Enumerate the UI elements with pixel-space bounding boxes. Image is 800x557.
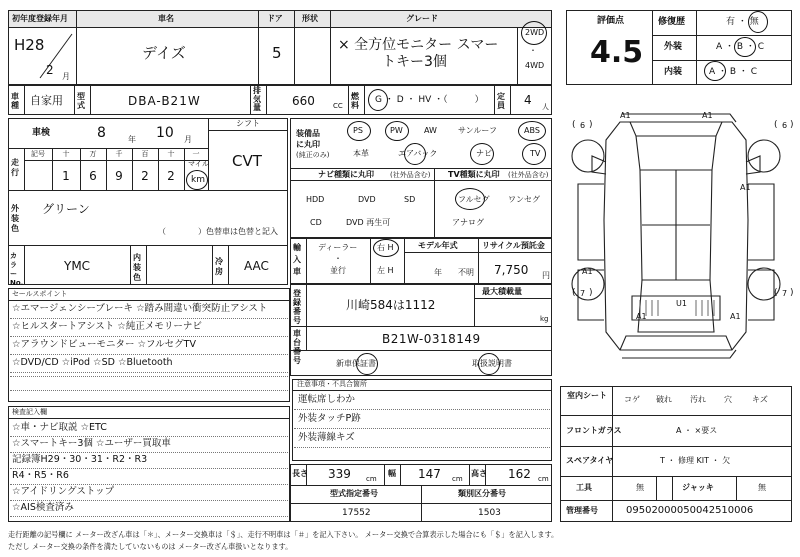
grade-line-1: × 全方位モニター スマー [338,37,499,53]
exterior-b-circle [734,37,756,57]
color-value: グリーン [42,202,90,216]
parallel: 並行 [330,266,346,275]
inspector-line: ☆車・ナビ取説 ☆ETC [12,422,107,433]
paren-open-right-7: ( [774,288,778,298]
repair-options: 有 ・ 無 [726,17,759,27]
mark-a1-rear-left: A1 [636,312,647,321]
paren-open-left-7: ( [572,288,576,298]
seat-option: 破れ [656,395,672,404]
paren-close-right-6: ) [790,120,794,130]
note-line: 外装タッチP跡 [298,413,361,424]
type-value: 自家用 [30,94,63,107]
equipment-option: ABS [524,126,540,135]
mark-a1-front-left: A1 [620,111,631,120]
length-label: 長さ [292,469,308,478]
seat-label: 室内シート [567,391,607,400]
sales-point-line: ☆エマージェンシーブレーキ ☆踏み間違い衝突防止アシスト [12,303,268,314]
seat-option: コゲ [624,395,640,404]
navi-option: HDD [306,195,325,204]
model-value: DBA-B21W [128,94,201,108]
tv-option: フルセグ [458,195,490,204]
digit-value: 1 [62,169,70,183]
exterior-options: A ・ B ・ C [716,42,765,52]
tv-option: ワンセグ [508,195,540,204]
seat-option: キズ [752,395,768,404]
seat-option: 穴 [724,395,732,404]
repair-label: 修復歴 [658,17,686,27]
import-label: 輸入車 [293,243,301,276]
unit-km: km [191,175,205,185]
navi-option: SD [404,195,416,204]
new-warranty-circle [356,353,378,375]
interior-options: A ・ B ・ C [709,67,758,77]
model-year-label: モデル年式 [418,241,458,250]
model-label: 型式 [77,92,85,110]
dealer: ディーラー [318,243,358,252]
max-load-label: 最大積載量 [482,287,522,296]
shape-label: 形状 [302,14,318,23]
navi-option: DVD 再生可 [346,218,391,227]
reg-label: 登録番号 [293,289,301,325]
navi-title: ナビ種類に丸印 [318,170,374,179]
mark-a1-front-right: A1 [702,111,713,120]
mark-a1-rear-right: A1 [730,312,741,321]
mgmt-label: 管理番号 [566,506,598,515]
recycle-unit: 円 [542,271,550,280]
paren-close-right-7: ) [790,288,794,298]
inspector-line: R4・R5・R6 [12,470,69,481]
note-line: 外装薄線キズ [298,432,355,443]
spare-label: スペアタイヤ [566,456,614,465]
reg-value: 川崎584は1112 [346,298,436,312]
tv-option: アナログ [452,218,484,227]
recycle-label: リサイクル預託金 [482,241,545,250]
equipment-option: エアバック [398,149,438,158]
footer-line-1: 走行距離の記号欄に メーター改ざん車は「＊」、メーター交換車は「＄」、走行不明車は「＃」を記入下さい。 メーター交換で合算表示した場合にも「＄」を記入します。 [8,530,559,539]
tools-label: 工具 [576,483,592,492]
exterior-label: 外装 [664,42,683,52]
type-no-value: 17552 [342,508,371,518]
new-warranty: 新車保証書 [336,359,376,368]
equipment-option: PW [390,126,403,135]
digit-label: 千 [115,150,123,158]
displacement-label: 排気量 [253,86,261,112]
model-year-unit: 年 [434,268,442,277]
inspection-year-unit: 年 [128,135,136,144]
paren-close-left-7: ) [589,288,593,298]
class-no-label: 類別区分番号 [458,489,506,498]
recycle-value: 7,750 [494,263,529,277]
equipment-option: 本革 [353,149,369,158]
drive-sep: ・ [529,46,537,55]
displacement-unit: CC [333,102,343,110]
color-no-label: カラーNo. [10,252,24,287]
tools-value: 無 [636,483,644,492]
dealer-dot: ・ [334,254,342,263]
shift-value: CVT [232,152,262,170]
type-no-label: 型式指定番号 [330,489,378,498]
doors-value: 5 [272,44,282,62]
equipment-option: TV [530,149,541,158]
digit-label: 百 [141,150,149,158]
right-hand: 右 H [377,243,394,252]
fuel-options: G ・ D ・ HV ・（ ） [375,95,484,105]
notes-label: 注意事項・不具合箇所 [297,380,367,388]
interior-a-circle [704,61,726,81]
seat-option: 汚れ [690,395,706,404]
shift-label: シフト [236,119,260,128]
mark-u1: U1 [676,299,687,308]
era-value: H28 [14,36,45,54]
month-unit: 月 [62,72,70,81]
inspection-label: 車検 [32,128,51,138]
inspection-month-unit: 月 [184,135,192,144]
grade-label: グレード [406,14,438,23]
capacity-label: 定員 [497,92,505,110]
digit-value: 6 [89,169,97,183]
navi-option: DVD [358,195,376,204]
color-note: （ ）色替車は色替と記入 [158,227,278,236]
ac-label: 冷房 [215,257,223,276]
mark-a1-side-left: A1 [582,267,593,276]
color-no-value: YMC [64,259,91,273]
digit-value: 9 [115,169,123,183]
ac-value: AAC [244,259,269,273]
manual: 取扱説明書 [472,359,512,368]
glass-options: A ・ ×要ス [676,426,718,435]
inspection-year: 8 [97,125,106,141]
chassis-value: B21W-0318149 [382,332,481,346]
navi-option: CD [310,218,322,227]
capacity-value: 4 [524,93,532,107]
sales-point-line: ☆アラウンドビューモニター ☆フルセグTV [12,339,196,350]
month-value: 2 [46,63,54,77]
mark-7-right: 7 [782,289,788,298]
note-line: 運転席しわか [298,394,356,405]
left-hand: 左 H [377,266,394,275]
digit-label: 記号 [31,150,45,158]
mileage-label: 走行 [11,158,19,177]
door-label: ドア [267,14,283,23]
digit-value: 2 [141,169,149,183]
drive-2wd: 2WD [525,28,545,37]
sales-point-line: ☆DVD/CD ☆iPod ☆SD ☆Bluetooth [12,357,173,368]
inspector-line: ☆スマートキー3個 ☆ユーザー買取車 [12,438,171,449]
width-value: 147 [418,467,441,481]
height-value: 162 [508,467,531,481]
spare-options: T ・ 修理 KIT ・ 欠 [660,456,731,465]
jack-value: 無 [758,483,766,492]
interior-label: 内装 [664,67,683,77]
navi-sub: (社外品含む) [390,171,431,179]
digit-label: 十 [62,150,70,158]
footer-line-2: ただし メーター交換の条件を満たしていないものは メーター改ざん車扱いとなります。 [8,542,293,551]
sales-points-label: セールスポイント [12,290,68,298]
slash-line [36,30,76,82]
jack-label: ジャッキ [682,483,714,492]
type-label: 車種 [11,92,19,110]
width-unit: cm [452,475,463,483]
fuel-label: 燃料 [351,92,359,110]
tv-sub: (社外品含む) [508,171,549,179]
chassis-label: 車台番号 [293,329,301,365]
score-value: 4.5 [590,35,644,70]
inspector-line: ☆AIS検査済み [12,502,74,513]
max-load-unit: kg [540,315,549,323]
score-label: 評価点 [597,16,625,26]
unit-km-circle [186,170,208,190]
tv-title: TV種類に丸印 [448,170,500,179]
equipment-option: PS [353,126,363,135]
paren-open-right-6: ( [774,120,778,130]
manual-circle [478,353,500,375]
unit-mile: マイル [188,160,209,168]
length-unit: cm [366,475,377,483]
glass-label: フロントガラス [566,426,622,435]
height-unit: cm [538,475,549,483]
paren-close-left-6: ) [589,120,593,130]
digit-label: 十 [167,150,175,158]
digit-value: 2 [167,169,175,183]
car-damage-diagram [560,100,792,380]
equipment-sub-label: (純正のみ) [296,151,330,159]
equipment-label: 装備品に丸印 [296,129,320,149]
interior-color-label: 内装色 [133,253,141,282]
car-name-value: デイズ [142,44,186,62]
equipment-option: AW [424,126,437,135]
model-year-unknown: 不明 [458,268,474,277]
inspector-label: 検査記入欄 [12,408,47,416]
mgmt-value: 09502000050042510006 [626,505,754,516]
condition-frame [560,386,792,522]
inspector-line: ☆アイドリングストップ [12,486,115,497]
equipment-option: サンルーフ [458,126,497,135]
width-label: 幅 [388,469,396,478]
digit-label: 一 [192,150,200,158]
drive-4wd: 4WD [525,61,545,70]
inspector-line: 記録簿H29・30・31・R2・R3 [12,454,148,465]
fuel-g-circle [368,89,388,111]
height-label: 高さ [471,469,487,478]
sales-point-line: ☆ヒルスタートアシスト ☆純正メモリーナビ [12,321,202,332]
mark-7-left: 7 [580,289,586,298]
displacement-value: 660 [292,94,315,108]
year-label: 初年度登録年月 [12,14,68,23]
equipment-option: ナビ [476,149,492,158]
mark-6-right: 6 [782,121,788,130]
length-value: 339 [328,467,351,481]
mark-6-left: 6 [580,121,586,130]
paren-open-left-6: ( [572,120,576,130]
class-no-value: 1503 [478,508,501,518]
car-name-label: 車名 [158,14,174,23]
repair-none-circle [748,11,768,33]
grade-line-2: トキー3個 [382,54,447,70]
digit-label: 万 [89,150,97,158]
capacity-unit: 人 [542,103,549,111]
inspection-month: 10 [156,125,174,141]
color-label: 外装色 [11,204,19,233]
right-hand-circle [373,239,399,257]
mark-a1-side-right: A1 [740,183,751,192]
